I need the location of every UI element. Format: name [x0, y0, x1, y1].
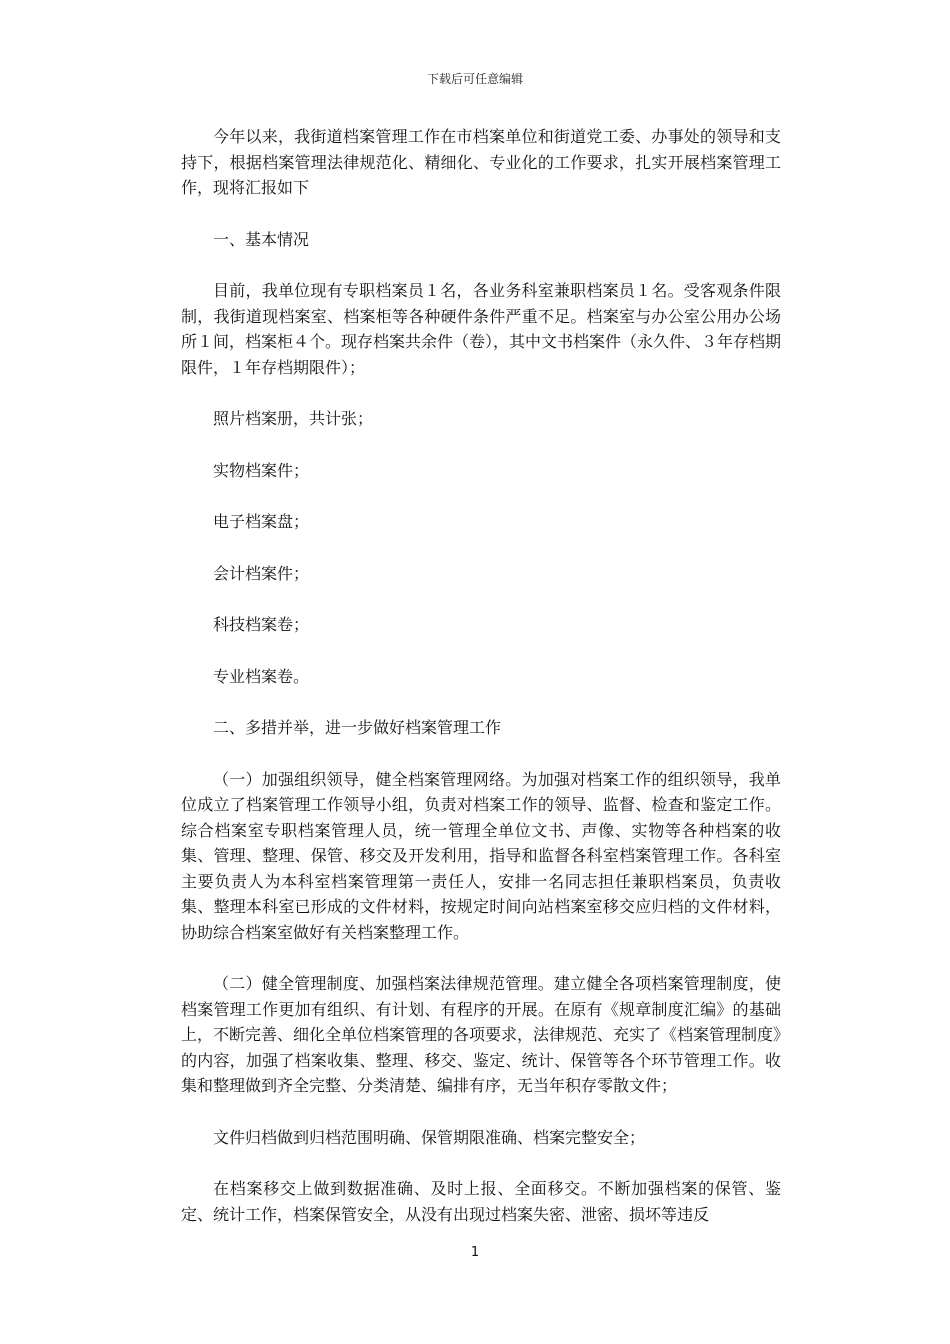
paragraph-transfer-storage: 在档案移交上做到数据准确、及时上报、全面移交。不断加强档案的保管、鉴定、统计工作，档案保管安全，从没有出现过档案失密、泄密、损坏等违反	[181, 1179, 781, 1224]
list-item-tech-archives: 科技档案卷；	[213, 615, 310, 634]
paragraph-organization-leadership: （一）加强组织领导，健全档案管理网络。为加强对档案工作的组织领导，我单位成立了档案管理工作领导小组，负责对档案工作的领导、监督、检查和鉴定工作。综合档案室专职档案管理人员，统一管理全单位文书、声像、实物等各种档案的收集、管理、整理、保管、移交及开发利用，指导和监督各科室档案管理工作。各科室主要负责人为本科室档案管理第一责任人，安排一名同志担任兼职档案员，负责收集、整理本科室已形成的文件材料，按规定时间向站档案室移交应归档的文件材料，协助综合档案室做好有关档案整理工作。	[181, 769, 781, 942]
list-item-accounting-archives: 会计档案件；	[213, 563, 310, 583]
page-number: 1	[470, 1245, 480, 1260]
list-item-photo-archives: 照片档案册，共计张；	[213, 409, 374, 428]
paragraph-filing-scope: 文件归档做到归档范围明确、保管期限准确、档案完整安全；	[213, 1127, 646, 1147]
list-item-physical-archives: 实物档案件；	[213, 460, 310, 480]
paragraph-current-status: 目前，我单位现有专职档案员１名，各业务科室兼职档案员１名。受客观条件限制，我街道现档案室、档案柜等各种硬件条件严重不足。档案室与办公室公用办公场所１间，档案柜４个。现存档案共余件（卷），其中文书档案件（永久件、３年存档期限件，１年存档期限件）；	[181, 281, 782, 377]
paragraph-intro: 今年以来，我街道档案管理工作在市档案单位和街道党工委、办事处的领导和支持下，根据档案管理法律规范化、精细化、专业化的工作要求，扎实开展档案管理工作，现将汇报如下	[181, 127, 781, 197]
list-item-professional-archives: 专业档案卷。	[213, 666, 310, 686]
list-item-electronic-archives: 电子档案盘；	[213, 512, 310, 531]
document-body	[181, 124, 781, 1253]
paragraph-management-system: （二）健全管理制度、加强档案法律规范管理。建立健全各项档案管理制度，使档案管理工作更加有组织、有计划、有程序的开展。在原有《规章制度汇编》的基础上，不断完善、细化全单位档案管理的各项要求，法律规范、充实了《档案管理制度》的内容，加强了档案收集、整理、移交、鉴定、统计、保管等各个环节管理工作。收集和整理做到齐全完整、分类清楚、编排有序，无当年积存零散文件；	[181, 974, 782, 1095]
section-heading-measures: 二、多措并举，进一步做好档案管理工作	[213, 718, 502, 737]
page-header-note: 下载后可任意编辑	[426, 72, 523, 86]
section-heading-basic-situation: 一、基本情况	[213, 229, 310, 249]
